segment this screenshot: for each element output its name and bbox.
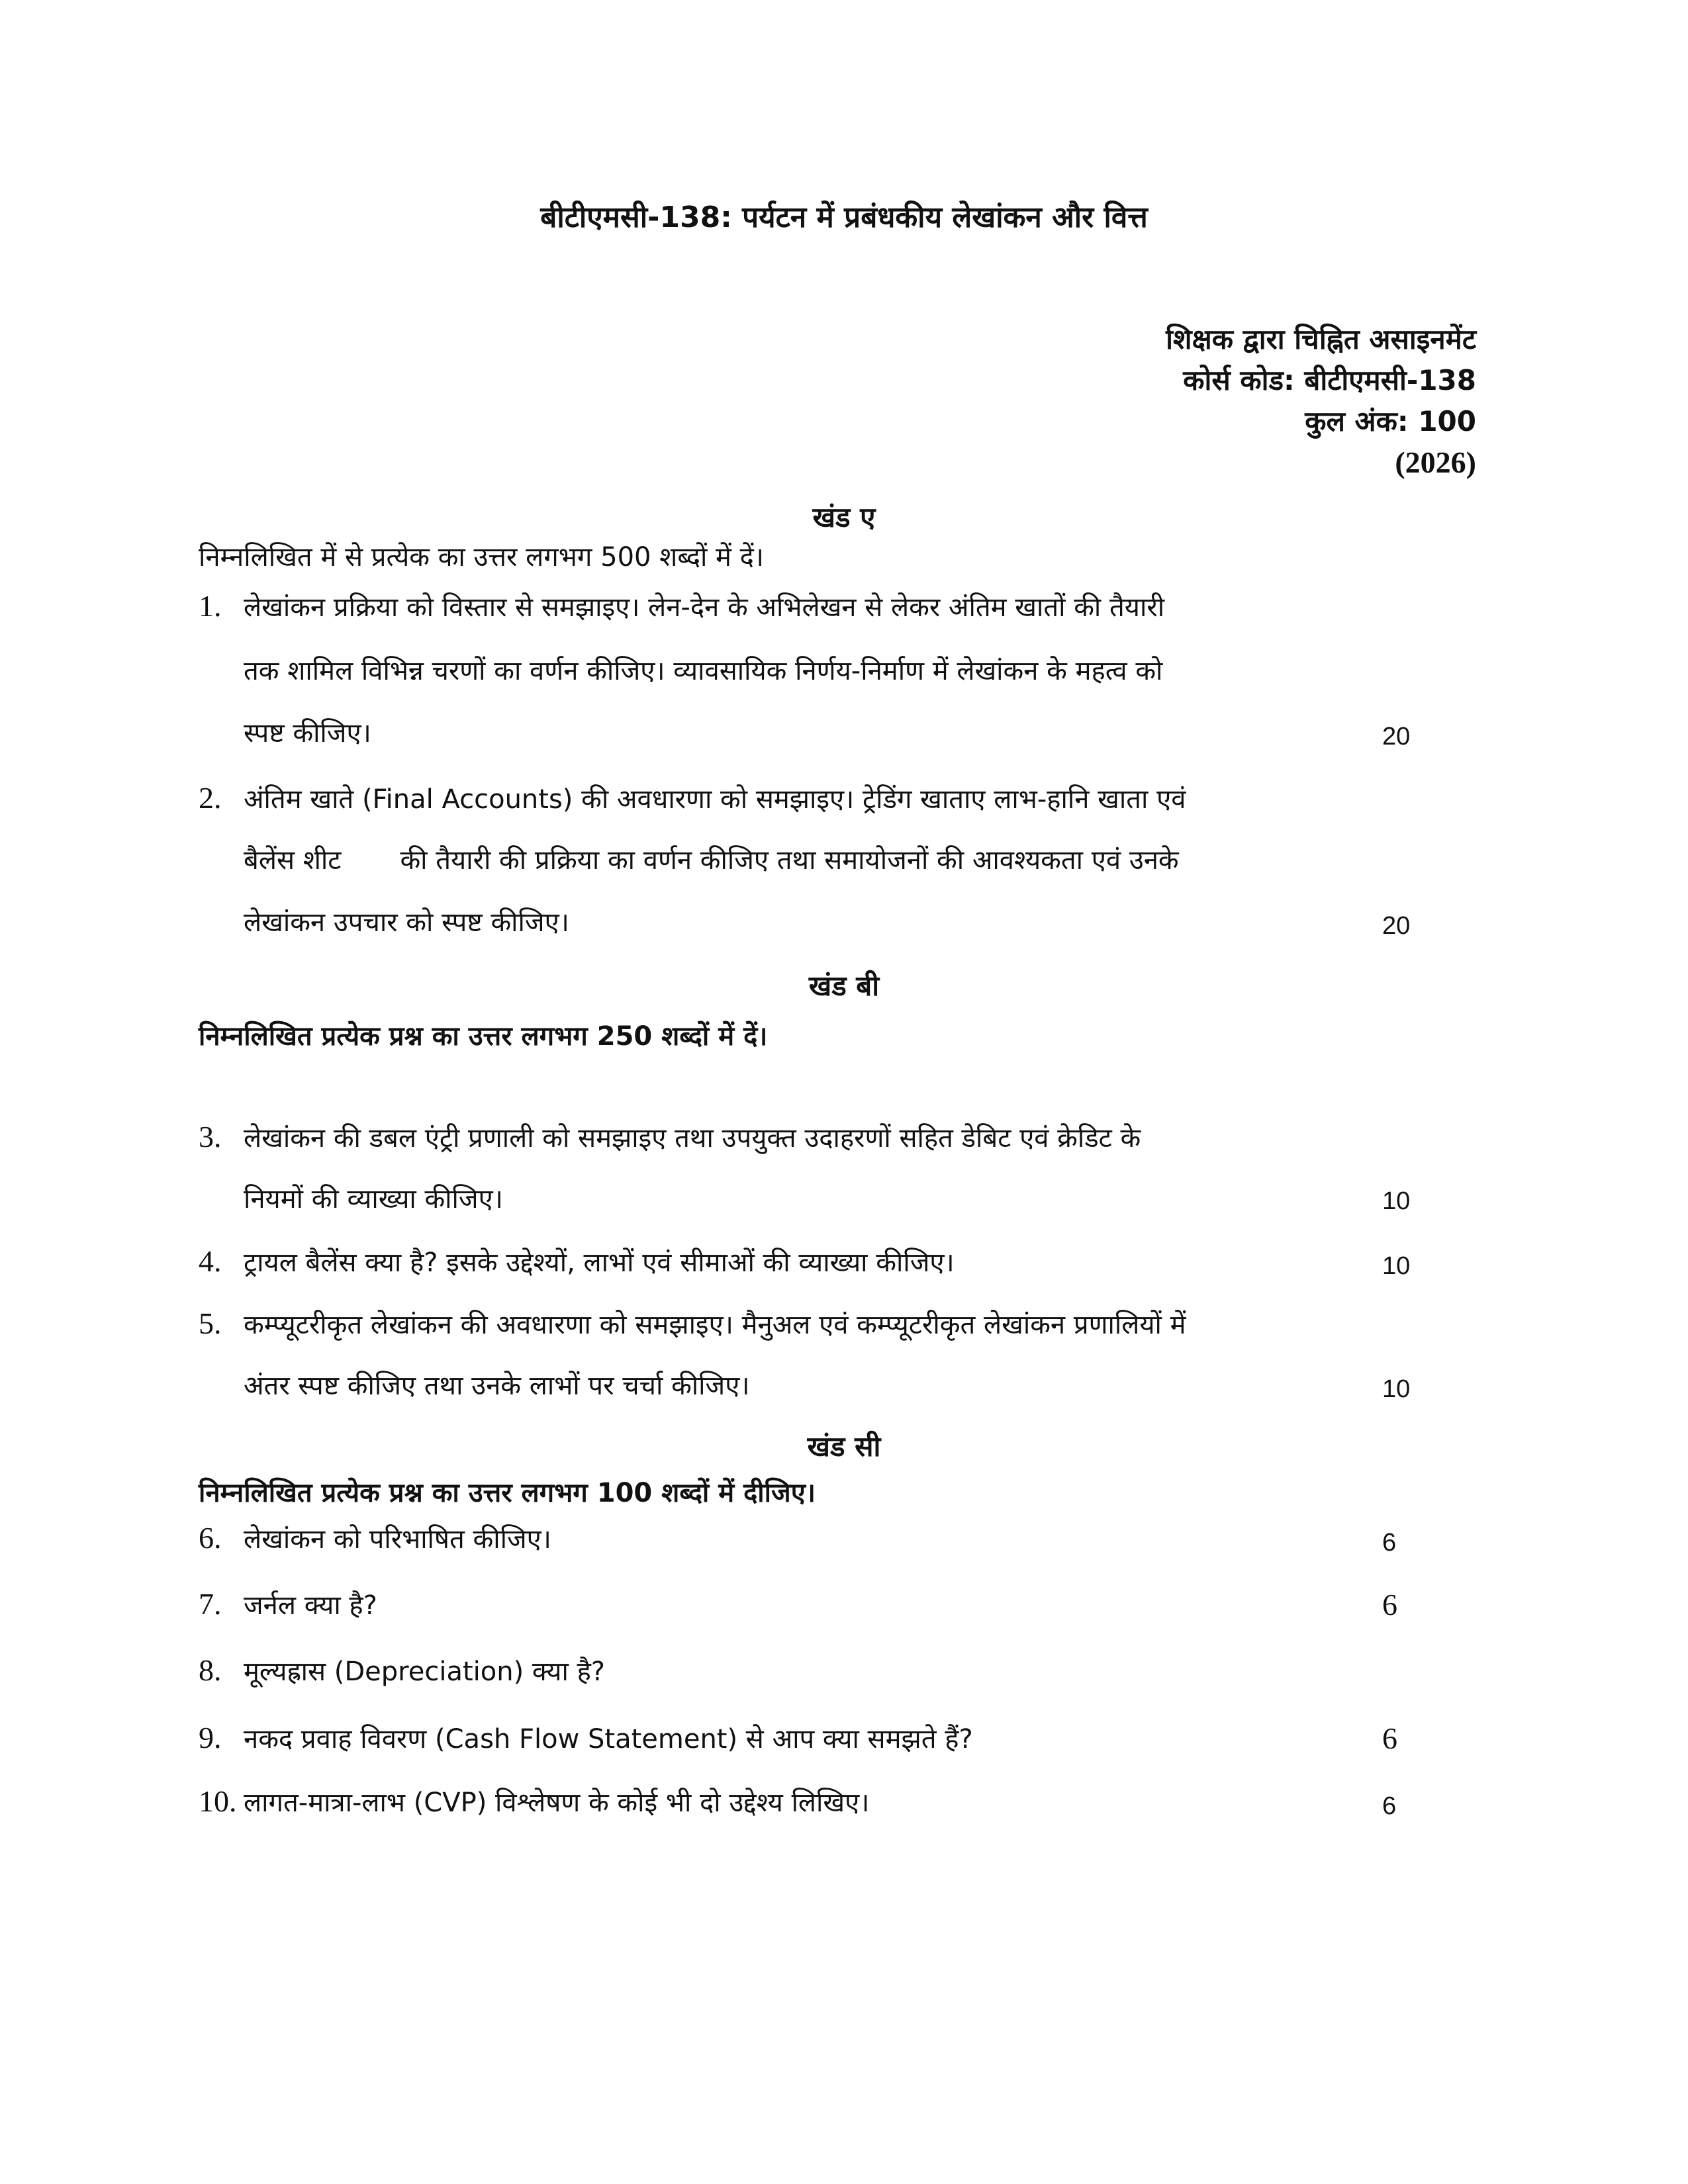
document-title: बीटीएमसी-138: पर्यटन में प्रबंधकीय लेखांकन और वित्त [540,201,1148,234]
question-text: मूल्यह्रास (Depreciation) क्या है? [244,1657,606,1687]
question-5-marks: 10 [1382,1375,1411,1403]
course-code: कोर्स कोड: बीटीएमसी-138 [1183,364,1476,396]
question-number: 1. [199,589,222,623]
question-text: जर्नल क्या है? [244,1590,377,1621]
question-4 [199,1243,955,1279]
question-1-line-3: स्पष्ट कीजिए। [244,718,371,749]
section-a-instruction: निम्नलिखित में से प्रत्येक का उत्तर लगभग 500 शब्दों में दें। [199,542,765,572]
section-c-heading: खंड सी [807,1430,881,1463]
section-a-heading: खंड ए [812,501,876,533]
question-text: अंतिम खाते (Final Accounts) की अवधारणा को समझाइए। ट्रेडिंग खाताए लाभ-हानि खाता एवं [244,784,1186,815]
question-3-marks: 10 [1382,1187,1411,1215]
question-number: 6. [199,1521,222,1555]
question-text: ट्रायल बैलेंस क्या है? इसके उद्देश्यों, लाभों एवं सीमाओं की व्याख्या कीजिए। [244,1248,955,1278]
assignment-year: (2026) [1395,445,1476,479]
question-number: 2. [199,781,222,815]
assignment-type: शिक्षक द्वारा चिह्नित असाइनमेंट [1166,323,1476,355]
question-text: लागत-मात्रा-लाभ (CVP) विश्लेषण के कोई भी दो उद्देश्य लिखिए। [244,1788,870,1818]
question-number: 5. [199,1306,222,1340]
question-9 [199,1719,973,1756]
question-6 [199,1520,551,1556]
question-9-marks: 6 [1382,1721,1397,1755]
question-text: लेखांकन की डबल एंट्री प्रणाली को समझाइए तथा उपयुक्त उदाहरणों सहित डेबिट एवं क्रेडिट के [244,1123,1141,1154]
question-3 [199,1118,1141,1155]
question-10-marks: 6 [1382,1792,1397,1820]
question-8 [199,1652,605,1688]
question-4-marks: 10 [1382,1252,1411,1280]
question-10 [199,1783,869,1819]
question-2-marks: 20 [1382,912,1411,940]
question-number: 9. [199,1721,222,1754]
question-1-marks: 20 [1382,723,1411,751]
question-number: 10. [199,1784,237,1818]
question-number: 4. [199,1244,222,1278]
question-text: लेखांकन प्रक्रिया को विस्तार से समझाइए। लेन-देन के अभिलेखन से लेकर अंतिम खातों की तैयारी [244,592,1165,623]
question-5 [199,1305,1186,1342]
question-text: कम्प्यूटरीकृत लेखांकन की अवधारणा को समझाइए। मैनुअल एवं कम्प्यूटरीकृत लेखांकन प्रणालियों में [244,1310,1186,1340]
question-7-marks: 6 [1382,1588,1397,1621]
question-2-line-3: लेखांकन उपचार को स्पष्ट कीजिए। [244,907,569,938]
question-7 [199,1586,377,1622]
question-2-line-2: बैलेंस शीट की तैयारी की प्रक्रिया का वर्णन कीजिए तथा समायोजनों की आवश्यकता एवं उनके [244,845,1179,876]
question-text: लेखांकन को परिभाषित कीजिए। [244,1524,551,1555]
question-3-line-2: नियमों की व्याख्या कीजिए। [244,1184,503,1214]
question-number: 7. [199,1587,222,1621]
section-b-instruction: निम्नलिखित प्रत्येक प्रश्न का उत्तर लगभग 250 शब्दों में दें। [199,1021,768,1052]
question-2 [199,780,1186,816]
question-1 [199,588,1164,624]
section-c-instruction: निम्नलिखित प्रत्येक प्रश्न का उत्तर लगभग 100 शब्दों में दीजिए। [199,1478,816,1508]
question-number: 3. [199,1120,222,1154]
question-6-marks: 6 [1382,1529,1397,1557]
total-marks: कुल अंक: 100 [1305,405,1476,437]
question-number: 8. [199,1653,222,1687]
question-text: नकद प्रवाह विवरण (Cash Flow Statement) से आप क्या समझते हैं? [244,1724,973,1754]
question-1-line-2: तक शामिल विभिन्न चरणों का वर्णन कीजिए। व्यावसायिक निर्णय-निर्माण में लेखांकन के महत्व को [244,656,1163,686]
section-b-heading: खंड बी [808,970,880,1002]
question-5-line-2: अंतर स्पष्ट कीजिए तथा उनके लाभों पर चर्चा कीजिए। [244,1371,750,1401]
assignment-header [1166,319,1476,483]
